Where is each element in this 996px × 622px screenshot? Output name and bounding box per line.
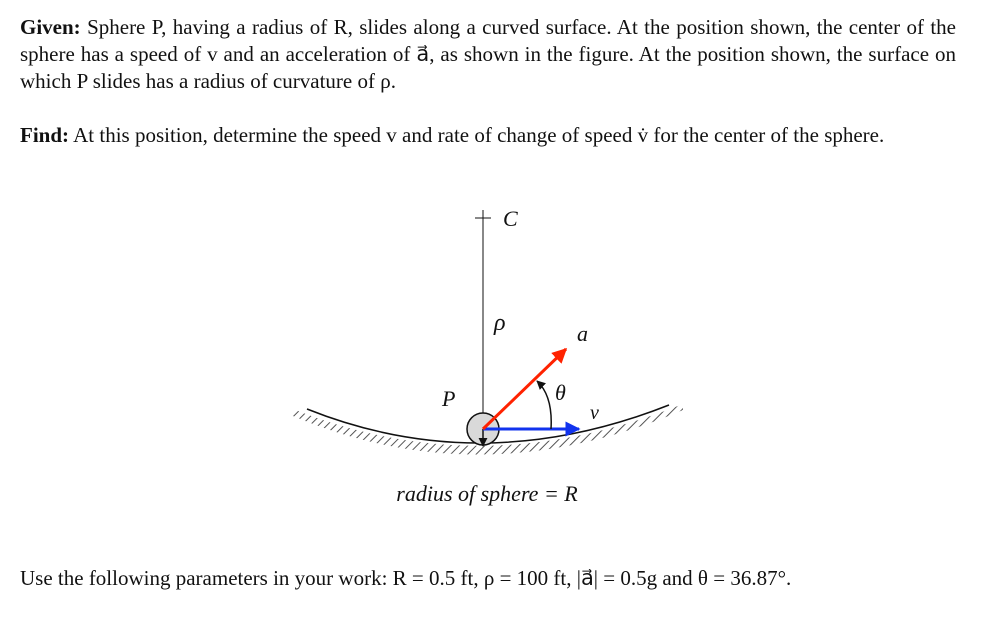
theta-label: θ [555, 380, 566, 405]
given-paragraph [20, 14, 956, 95]
given-label: Given: [20, 15, 81, 39]
find-text: At this position, determine the speed v and rate of change of speed v̇ for the center of the sphere. [73, 123, 885, 147]
figure-svg [285, 195, 690, 540]
sphere-figure [285, 195, 690, 540]
theta-arc [537, 381, 551, 429]
v-label: v [590, 402, 599, 424]
given-text: Sphere P, having a radius of R, slides along a curved surface. At the position shown, the center of the sphere has a speed of v and an acceleration of a⃗, as shown in the figure. At the position shown, the surface on which P slides has a radius of curvature of ρ. [20, 15, 956, 93]
a-label: a [577, 321, 588, 346]
find-label: Find: [20, 123, 70, 147]
center-label: C [503, 206, 518, 231]
acceleration-arrow [483, 349, 566, 429]
p-label: P [442, 386, 456, 411]
figure-caption: radius of sphere = R [396, 481, 578, 506]
rho-label: ρ [494, 310, 506, 336]
find-paragraph [20, 122, 956, 149]
params-paragraph: Use the following parameters in your work: R = 0.5 ft, ρ = 100 ft, |a⃗| = 0.5g and θ = 36.87°. [20, 566, 792, 590]
